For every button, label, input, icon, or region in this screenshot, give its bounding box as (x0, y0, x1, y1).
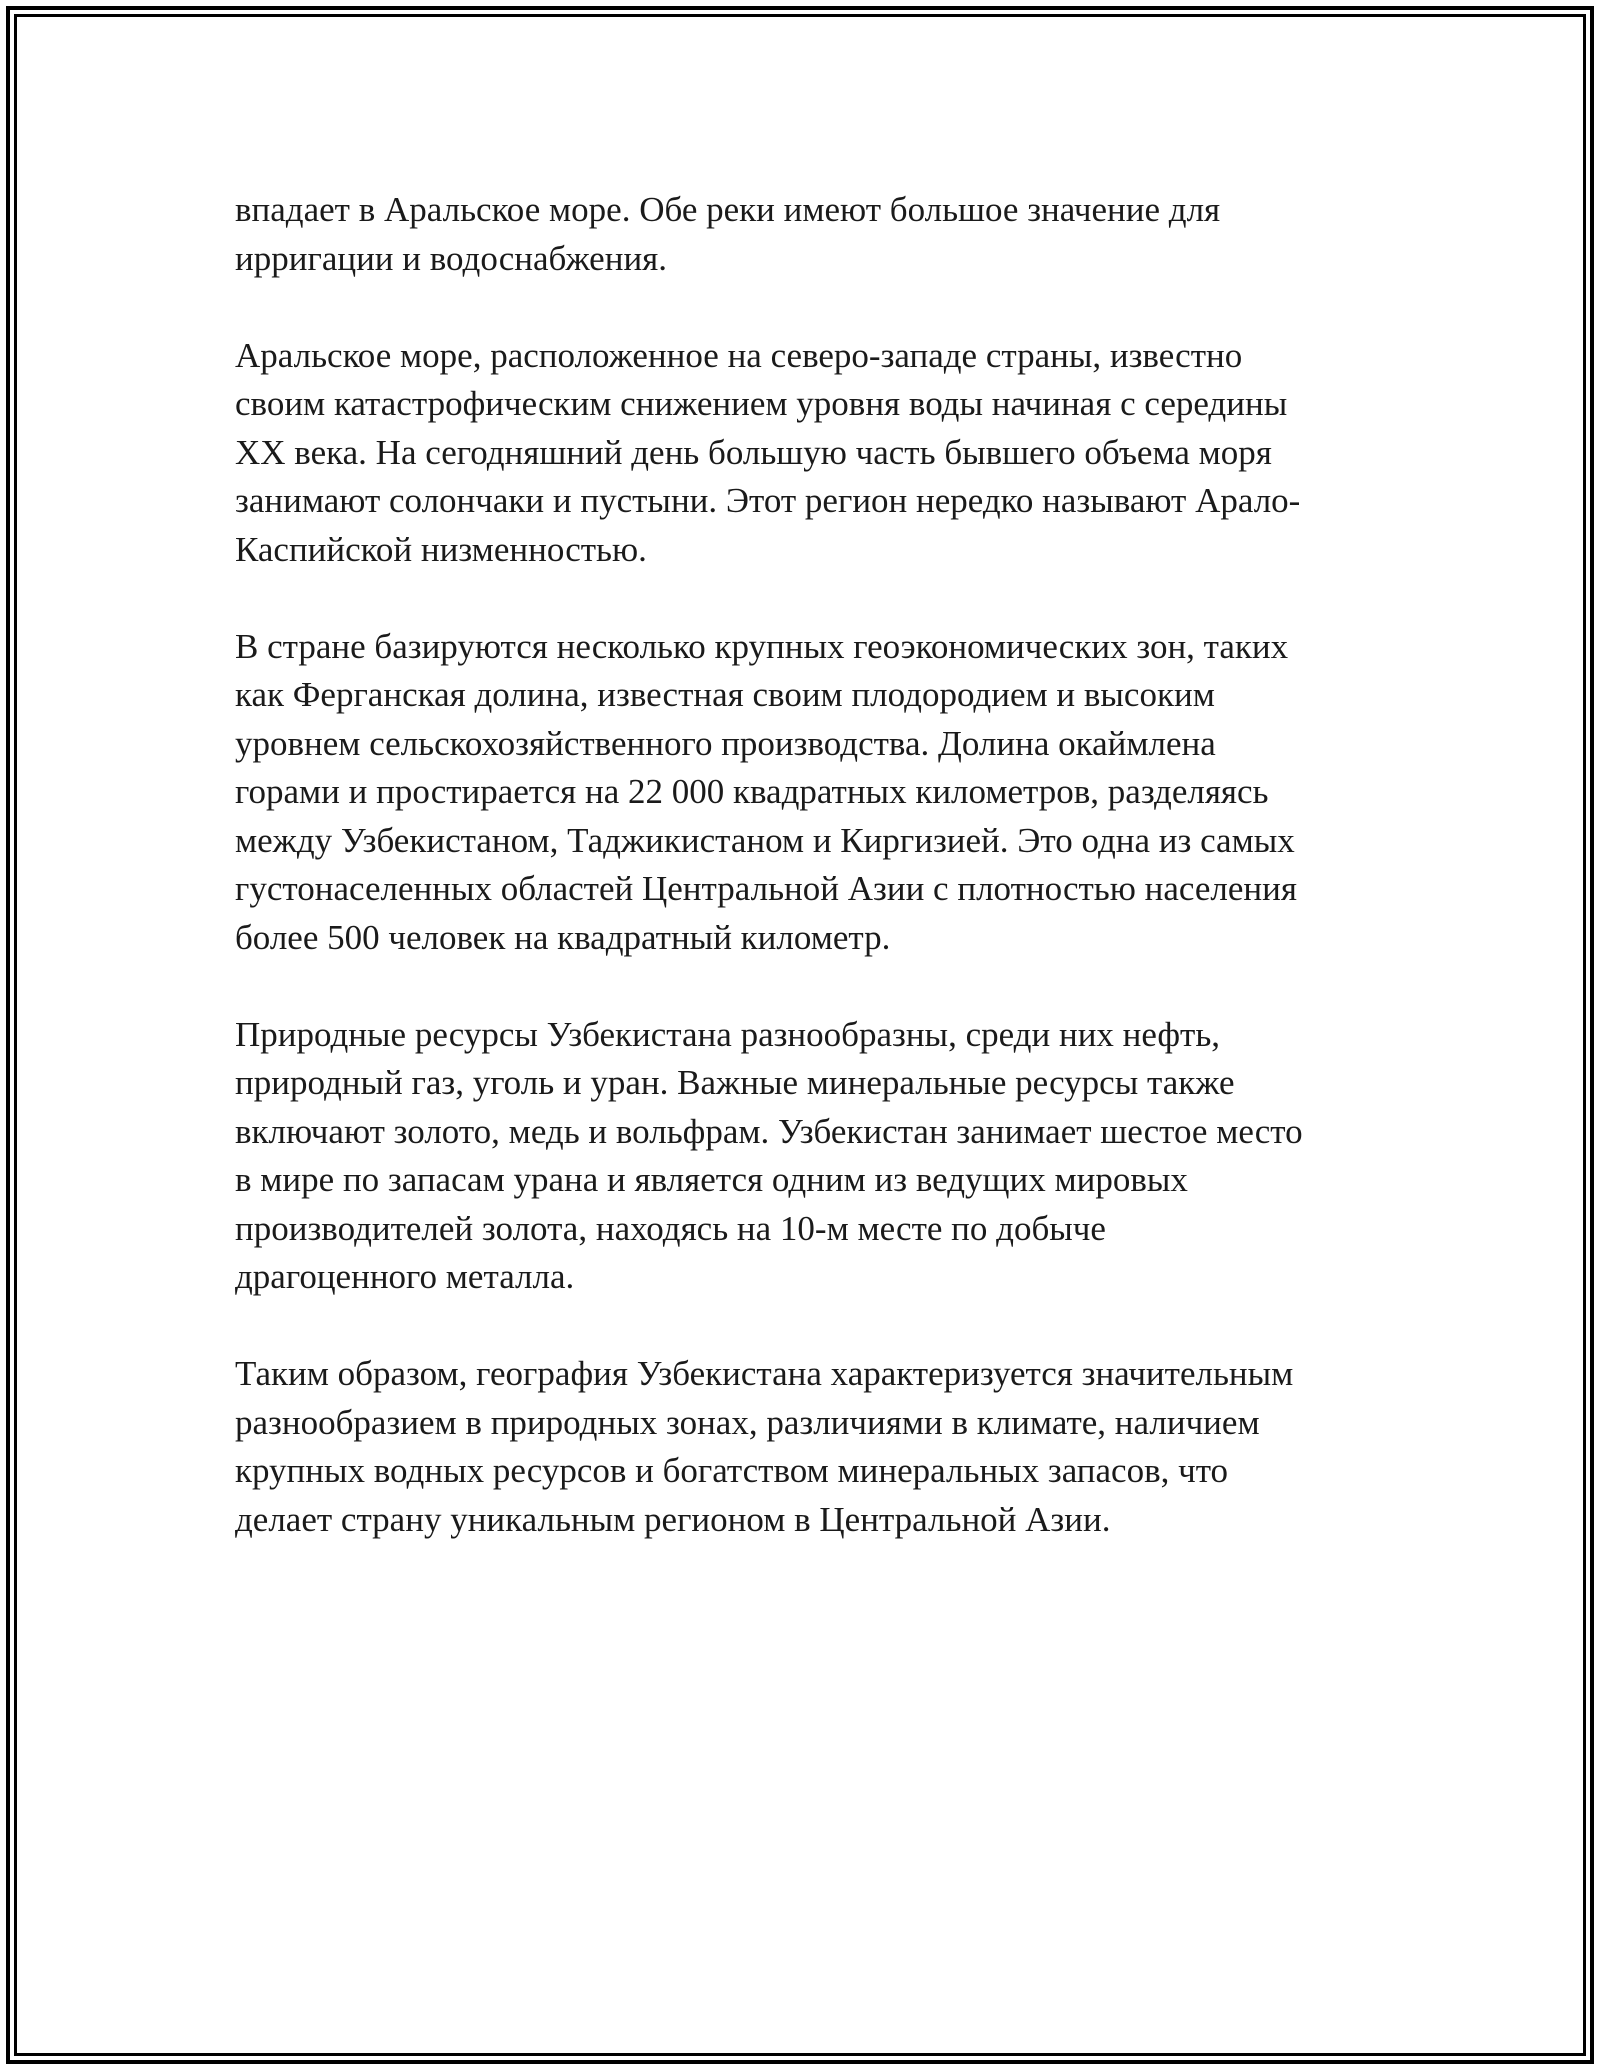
document-body (235, 186, 1375, 1593)
paragraph-rivers: впадает в Аральское море. Обе реки имеют большое значение для ирригации и водоснабжения. (235, 190, 1221, 278)
paragraph-aral-sea: Аральское море, расположенное на северо-западе страны, известно своим катастрофическим снижением уровня воды начиная с середины XX века. На сегодняшний день большую часть бывшего объема моря занимают солончаки и пустыни. Этот регион нередко называют Арало- Каспийской низменностью. (235, 335, 1301, 569)
paragraph-fergana-valley: В стране базируются несколько крупных геоэкономических зон, таких как Ферганская долина, известная своим плодородием и высоким уровнем сельскохозяйственного производства. Долина окаймлена горами и простирается на 22 000 квадратных километров, разделяясь между Узбекистаном, Таджикистаном и Киргизией. Это одна из самых густонаселенных областей Центральной Азии с плотностью населения более 500 человек на квадратный километр. (235, 626, 1297, 957)
paragraph-conclusion: Таким образом, география Узбекистана характеризуется значительным разнообразием в природных зонах, различиями в климате, наличием крупных водных ресурсов и богатством минеральных запасов, что делает страну уникальным регионом в Центральной Азии. (235, 1354, 1294, 1539)
paragraph-natural-resources: Природные ресурсы Узбекистана разнообразны, среди них нефть, природный газ, уголь и уран. Важные минеральные ресурсы также включают золото, медь и вольфрам. Узбекистан занимает шестое место в мире по запасам урана и является одним из ведущих мировых производителей золота, находясь на 10-м месте по добыче драгоценного металла. (235, 1014, 1303, 1296)
